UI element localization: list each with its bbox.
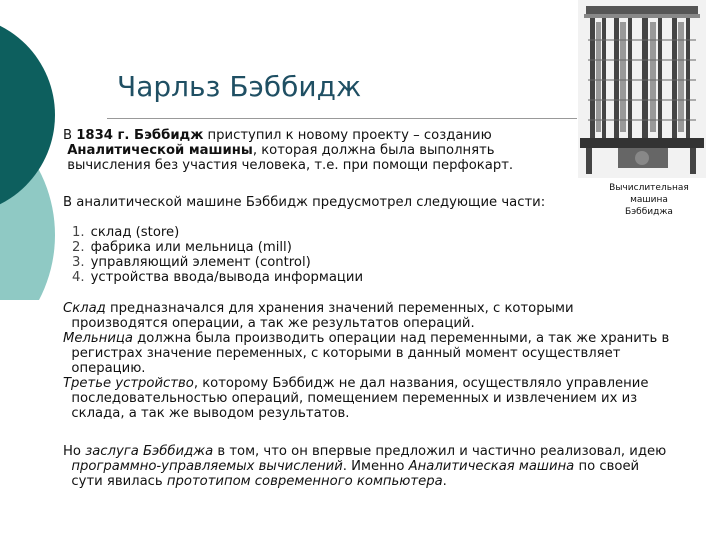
caption-line: машина xyxy=(630,195,668,205)
list-item: 4. устройства ввода/вывода информации xyxy=(72,270,364,285)
parts-intro: В аналитической машине Бэббидж предусмотрел следующие части: xyxy=(63,195,546,210)
caption-line: Вычислительная xyxy=(609,183,689,193)
page-title: Чарльз Бэббидж xyxy=(117,70,362,103)
title-underline xyxy=(107,118,577,119)
photo-caption xyxy=(600,182,698,218)
list-item: 1. склад (store) xyxy=(72,225,180,240)
parts-list xyxy=(72,225,363,285)
mill-description: Мельница должна была производить операции над переменными, а так же хранить в регистрах значение переменных, с которыми в данный момент осуществляет операцию. xyxy=(63,331,670,376)
parts-description xyxy=(63,301,703,421)
store-description: Склад предназначался для хранения значений переменных, с которыми производятся операции, а так же результатов операций. xyxy=(63,301,574,331)
list-item: 3. управляющий элемент (control) xyxy=(72,255,311,270)
intro-paragraph: В 1834 г. Бэббидж приступил к новому проекту – созданию Аналитической машины, которая должна была выполнять вычисления без участия человека, т.е. при помощи перфокарт. xyxy=(63,128,514,173)
list-item: 2. фабрика или мельница (mill) xyxy=(72,240,292,255)
caption-line: Бэббиджа xyxy=(625,207,673,217)
control-description: Третье устройство, которому Бэббидж не дал названия, осуществляло управление последовательностью операций, помещением переменных и извлечением их из склада, а так же выводом результатов. xyxy=(63,376,649,421)
conclusion-paragraph: Но заслуга Бэббиджа в том, что он впервые предложил и частично реализовал, идею программно-управляемых вычислений. Именно Аналитическая машина по своей сути явилась прототипом современного компьютера. xyxy=(63,444,667,489)
analytical-engine-photo xyxy=(578,0,706,178)
